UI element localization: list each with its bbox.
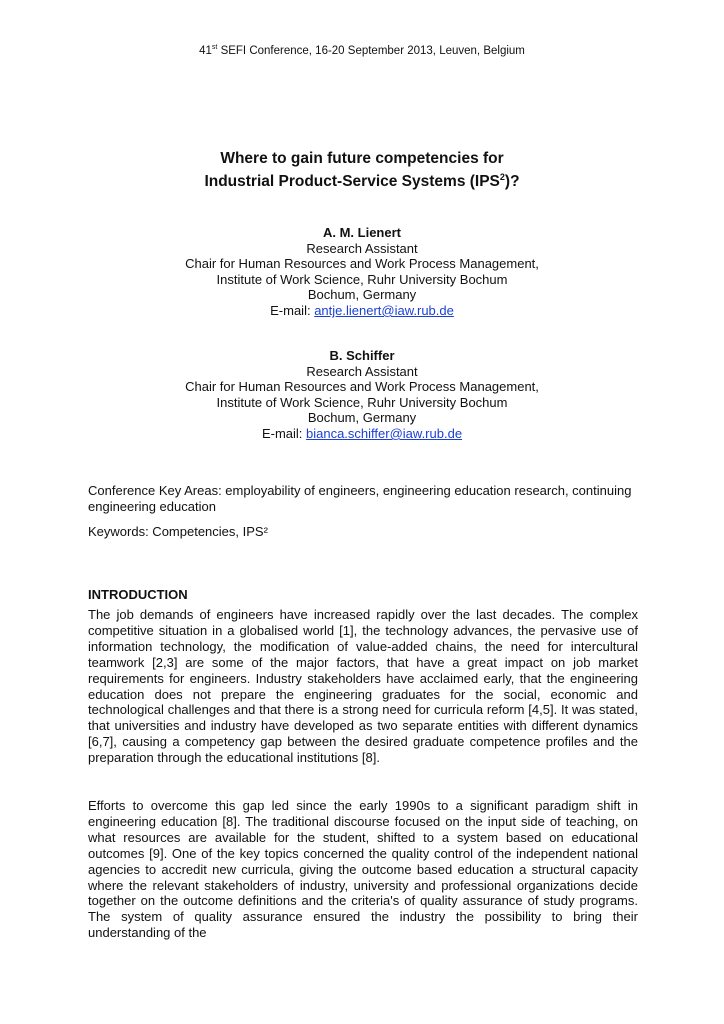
title-line-2-text: Industrial Product-Service Systems (IPS <box>204 173 500 191</box>
keywords: Keywords: Competencies, IPS² <box>88 524 268 539</box>
conference-key-areas: Conference Key Areas: employability of engineers, engineering education research, continuing engineering education <box>88 483 632 514</box>
author-location: Bochum, Germany <box>307 410 417 426</box>
title-line-1: Where to gain future competencies for <box>220 150 504 167</box>
author-affiliation: Chair for Human Resources and Work Process Management, <box>185 256 539 272</box>
author-institute: Institute of Work Science, Ruhr University Bochum <box>216 394 508 410</box>
email-label: E-mail: <box>261 425 306 441</box>
author-role: Research Assistant <box>306 240 418 256</box>
author-email-line <box>0 426 724 442</box>
author-block-1 <box>0 225 724 319</box>
author-email-line <box>0 303 724 319</box>
title-line-2 <box>0 168 724 191</box>
title-line-2-end: )? <box>504 173 520 191</box>
author-affiliation: Chair for Human Resources and Work Process Management, <box>185 379 539 395</box>
header-ordinal: st <box>211 44 218 51</box>
body-paragraph: The job demands of engineers have increased rapidly over the last decades. The complex competitive situation in a globalised world [1], the technology advances, the pervasive use of information technology, the modification of value-added chains, the need for intercultural teamwork [2,3] are some of the major factors, that have a great impact on job market requirements for engineers. Industry stakeholders have acclaimed early, that the engineering education does not prepare the engineering graduates for the social, economic and technological challenges and that there is a strong need for curricula reform [4,5]. It was stated, that universities and industry have developed as two separate entities with different dynamics [6,7], causing a competency gap between the desired graduate competence profiles and the preparation through the educational institutions [8]. <box>88 607 638 766</box>
author-role: Research Assistant <box>306 363 418 379</box>
email-label: E-mail: <box>270 302 315 318</box>
author-name: B. Schiffer <box>329 348 395 363</box>
author-location: Bochum, Germany <box>307 287 417 303</box>
body-paragraph: Efforts to overcome this gap led since the early 1990s to a significant paradigm shift in engineering education [8]. The traditional discourse focused on the input side of teaching, on what resources are available for the student, shifted to a system based on educational outcomes [9]. One of the key topics concerned the quality control of the independent national agencies to accredit new curricula, giving the outcome based education a structural capacity where the relevant stakeholders of industry, university and professional organizations decide together on the outcome definitions and the criteria's of quality assurance of study programs. The system of quality assurance ensured the industry the possibility to bring their understanding of the <box>88 798 638 941</box>
paper-title <box>0 149 724 191</box>
author-block-2 <box>0 348 724 442</box>
header-text: SEFI Conference, 16-20 September 2013, Leuven, Belgium <box>217 44 525 57</box>
section-heading: INTRODUCTION <box>88 587 188 602</box>
author-institute: Institute of Work Science, Ruhr University Bochum <box>216 271 508 287</box>
author-email-link[interactable]: bianca.schiffer@iaw.rub.de <box>306 425 463 441</box>
title-superscript: 2 <box>499 172 505 182</box>
conference-header <box>0 44 724 57</box>
header-number: 41 <box>199 44 212 57</box>
author-email-link[interactable]: antje.lienert@iaw.rub.de <box>314 302 454 318</box>
author-name: A. M. Lienert <box>322 225 401 240</box>
